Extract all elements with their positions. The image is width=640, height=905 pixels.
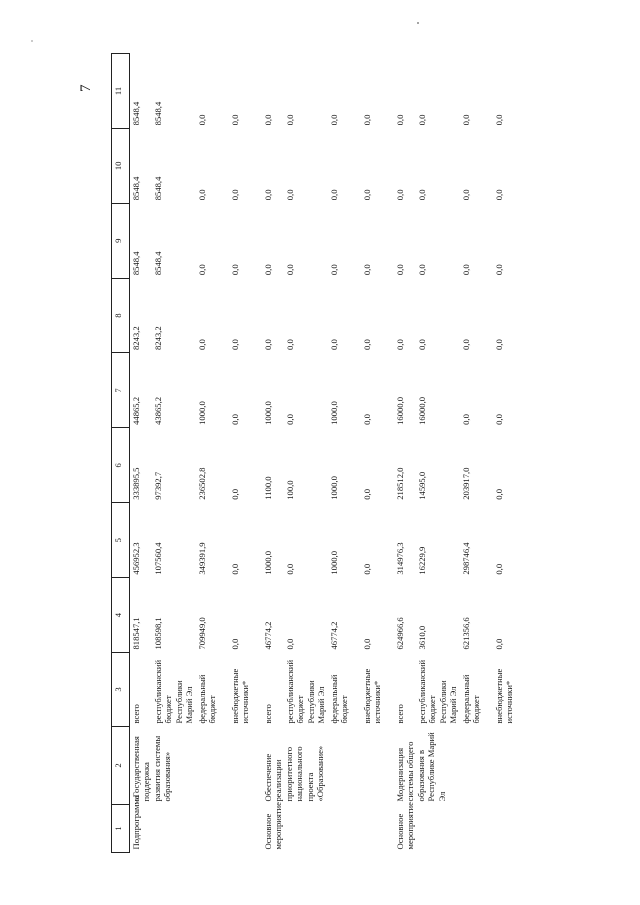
value-cell: 0,0 [460, 189, 471, 201]
value-cell: 0,0 [493, 638, 504, 650]
value-cell: 108598,1 [153, 617, 163, 650]
value-cell: 0,0 [229, 264, 240, 276]
value-cell: 818547,1 [131, 617, 141, 650]
table-row [394, 54, 416, 853]
source-cell: всего [394, 704, 405, 724]
value-cell: 1100,0 [262, 476, 273, 500]
value-cell: 0,0 [493, 563, 504, 575]
value-cell: 100,0 [284, 480, 295, 500]
name-cell: Модернизация системы общего образования в Республике Марий Эл [394, 732, 447, 802]
level-cell: Подпрограмма [131, 795, 141, 850]
value-cell: 349391,9 [196, 542, 207, 575]
value-cell: 0,0 [416, 189, 427, 201]
value-cell: 298746,4 [460, 542, 471, 575]
source-cell: федеральный бюджет [196, 674, 218, 724]
value-cell: 314976,3 [394, 542, 405, 575]
value-cell: 0,0 [196, 264, 207, 276]
value-cell: 8548,4 [153, 101, 163, 126]
level-cell: Основное мероприятие [262, 802, 284, 850]
value-cell: 8548,4 [131, 101, 141, 126]
value-cell: 0,0 [361, 114, 372, 126]
value-cell: 43865,2 [153, 396, 163, 425]
value-cell: 0,0 [361, 189, 372, 201]
value-cell: 203917,0 [460, 467, 471, 500]
table-row [130, 54, 153, 853]
value-cell: 1000,0 [328, 550, 339, 575]
col-header: 6 [112, 428, 130, 503]
value-cell: 0,0 [460, 339, 471, 350]
value-cell: 0,0 [493, 114, 504, 126]
value-cell: 0,0 [328, 339, 339, 350]
value-cell: 0,0 [229, 339, 240, 350]
name-cell: «Государственная поддержка развития системы образования» [131, 735, 173, 802]
value-cell: 624966,6 [394, 617, 405, 650]
value-cell: 709949,0 [196, 617, 207, 650]
source-cell: республиканский бюджет Республики Марий Эл [284, 659, 327, 724]
source-cell: республиканский бюджет Республики Марий Эл [416, 659, 459, 724]
value-cell: 0,0 [460, 114, 471, 126]
value-cell: 621356,6 [460, 617, 471, 650]
value-cell: 1000,0 [328, 401, 339, 425]
value-cell: 1000,0 [262, 401, 273, 425]
value-cell: 16000,0 [394, 396, 405, 425]
value-cell: 0,0 [229, 638, 240, 650]
value-cell: 0,0 [196, 189, 207, 201]
value-cell: 0,0 [394, 339, 405, 350]
value-cell: 236502,8 [196, 467, 207, 500]
value-cell: 0,0 [361, 264, 372, 276]
value-cell: 456952,3 [131, 542, 141, 575]
value-cell: 1000,0 [262, 550, 273, 575]
value-cell: 0,0 [394, 114, 405, 126]
value-cell: 0,0 [493, 414, 504, 425]
source-cell: федеральный бюджет [328, 674, 350, 724]
col-header: 5 [112, 503, 130, 578]
source-cell: всего [131, 704, 141, 724]
value-cell: 0,0 [493, 264, 504, 276]
value-cell: 0,0 [361, 638, 372, 650]
source-cell: федеральный бюджет [460, 674, 482, 724]
value-cell: 0,0 [361, 563, 372, 575]
source-cell: внебюджетные источники* [361, 668, 383, 724]
source-cell: внебюджетные источники* [493, 668, 515, 724]
value-cell: 0,0 [284, 189, 295, 201]
table-row [262, 54, 284, 853]
value-cell: 0,0 [394, 189, 405, 201]
source-cell: всего [262, 704, 273, 724]
name-cell: Обеспечение реализации приоритетного национального проекта «Образование» [262, 745, 326, 802]
col-header: 7 [112, 353, 130, 428]
value-cell: 46774,2 [262, 621, 273, 650]
source-cell: внебюджетные источники* [229, 668, 251, 724]
value-cell: 0,0 [229, 114, 240, 126]
value-cell: 3610,0 [416, 625, 427, 650]
value-cell: 0,0 [196, 114, 207, 126]
value-cell: 46774,2 [328, 621, 339, 650]
value-cell: 0,0 [361, 339, 372, 350]
col-header: 3 [112, 653, 130, 727]
scan-speck [417, 22, 419, 24]
col-header: 10 [112, 128, 130, 203]
value-cell: 0,0 [361, 489, 372, 500]
value-cell: 0,0 [394, 264, 405, 276]
value-cell: 8548,4 [153, 251, 163, 276]
value-cell: 0,0 [284, 339, 295, 350]
value-cell: 0,0 [416, 339, 427, 350]
value-cell: 0,0 [262, 339, 273, 350]
value-cell: 0,0 [493, 339, 504, 350]
value-cell: 0,0 [328, 264, 339, 276]
value-cell: 0,0 [262, 264, 273, 276]
source-cell: республиканский бюджет Республики Марий Эл [153, 659, 195, 724]
value-cell: 0,0 [284, 563, 295, 575]
value-cell: 8243,2 [131, 326, 141, 350]
value-cell: 0,0 [361, 414, 372, 425]
value-cell: 0,0 [493, 189, 504, 201]
value-cell: 107560,4 [153, 542, 163, 575]
value-cell: 0,0 [460, 414, 471, 425]
value-cell: 0,0 [229, 189, 240, 201]
header-row [112, 54, 130, 853]
value-cell: 8243,2 [153, 326, 163, 350]
value-cell: 0,0 [284, 414, 295, 425]
value-cell: 0,0 [328, 189, 339, 201]
value-cell: 16229,9 [416, 546, 427, 575]
value-cell: 0,0 [416, 114, 427, 126]
value-cell: 0,0 [196, 339, 207, 350]
value-cell: 0,0 [328, 114, 339, 126]
value-cell: 0,0 [229, 563, 240, 575]
value-cell: 1000,0 [196, 401, 207, 425]
value-cell: 8548,4 [131, 251, 141, 276]
value-cell: 97392,7 [153, 471, 163, 500]
value-cell: 16000,0 [416, 396, 427, 425]
value-cell: 44865,2 [131, 396, 141, 425]
value-cell: 8548,4 [131, 176, 141, 201]
value-cell: 0,0 [284, 264, 295, 276]
col-header: 8 [112, 278, 130, 353]
scan-speck [31, 40, 33, 42]
value-cell: 0,0 [284, 638, 295, 650]
value-cell: 333895,5 [131, 467, 141, 500]
col-header: 2 [112, 727, 130, 805]
value-cell: 0,0 [262, 114, 273, 126]
value-cell: 218512,0 [394, 467, 405, 500]
value-cell: 14595,0 [416, 471, 427, 500]
value-cell: 0,0 [284, 114, 295, 126]
col-header: 11 [112, 54, 130, 129]
value-cell: 0,0 [460, 264, 471, 276]
value-cell: 0,0 [262, 189, 273, 201]
value-cell: 1000,0 [328, 476, 339, 500]
col-header: 9 [112, 203, 130, 278]
value-cell: 0,0 [229, 489, 240, 500]
level-cell: Основное мероприятие [394, 802, 416, 850]
page-number: 7 [78, 84, 94, 92]
budget-table [111, 53, 526, 853]
value-cell: 8548,4 [153, 176, 163, 201]
value-cell: 0,0 [493, 489, 504, 500]
col-header: 4 [112, 578, 130, 653]
value-cell: 0,0 [416, 264, 427, 276]
rotated-table-container [111, 53, 640, 853]
col-header: 1 [112, 805, 130, 853]
value-cell: 0,0 [229, 414, 240, 425]
